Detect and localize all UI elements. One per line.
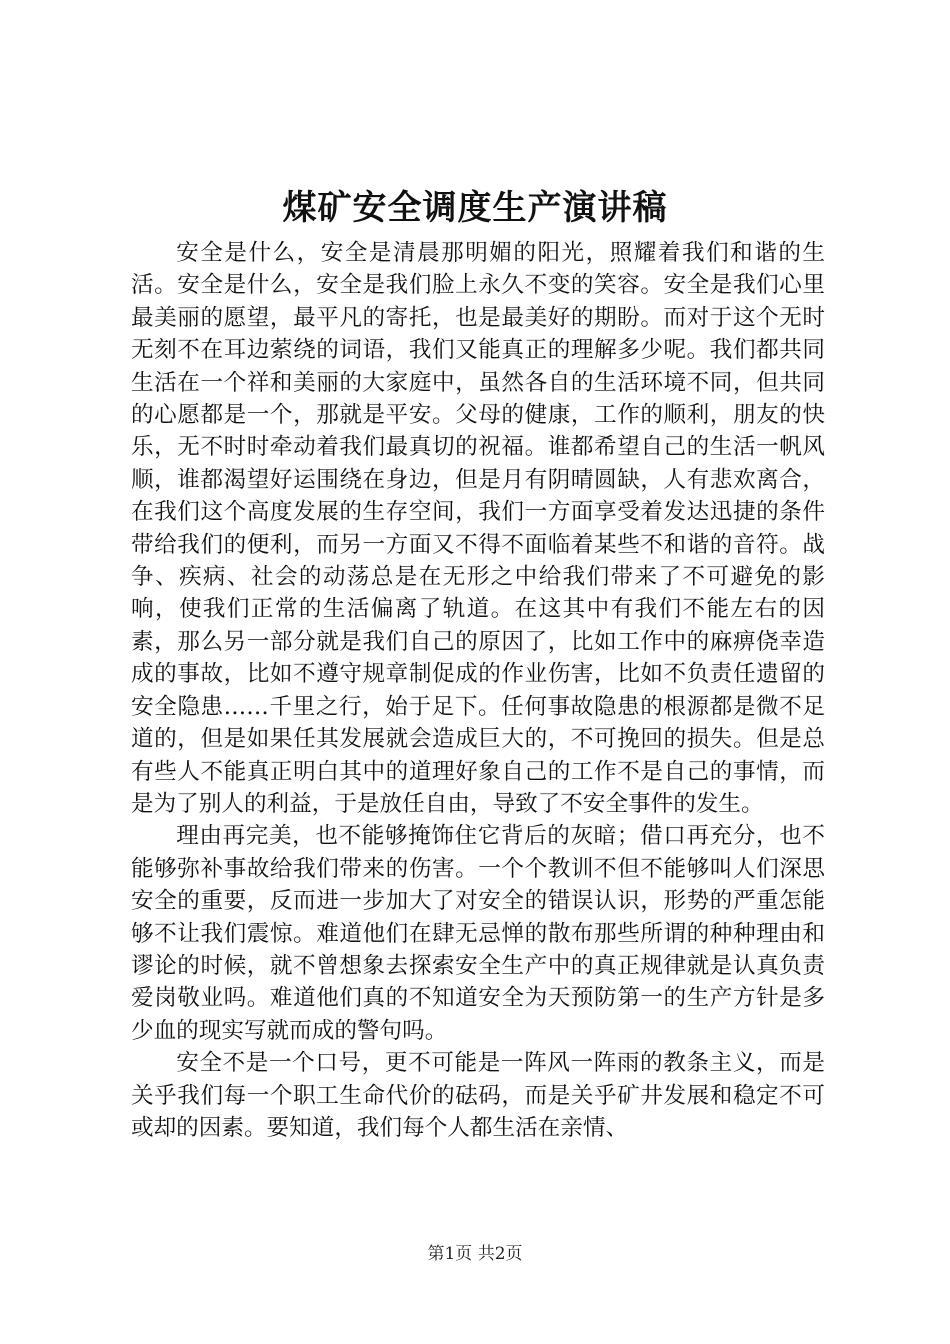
- page-footer: 第1页 共2页: [427, 1244, 523, 1264]
- document-body: [131, 237, 825, 1144]
- paragraph-1: 安全是什么，安全是清晨那明媚的阳光，照耀着我们和谐的生活。安全是什么，安全是我们脸上永久不变的笑容。安全是我们心里最美丽的愿望，最平凡的寄托，也是最美好的期盼。而对于这个无时无刻不在耳边萦绕的词语，我们又能真正的理解多少呢。我们都共同生活在一个祥和美丽的大家庭中，虽然各自的生活环境不同，但共同的心愿都是一个，那就是平安。父母的健康，工作的顺利，朋友的快乐，无不时时牵动着我们最真切的祝福。谁都希望自己的生活一帆风顺，谁都渴望好运围绕在身边，但是月有阴晴圆缺，人有悲欢离合，在我们这个高度发展的生存空间，我们一方面享受着发达迅捷的条件带给我们的便利，而另一方面又不得不面临着某些不和谐的音符。战争、疾病、社会的动荡总是在无形之中给我们带来了不可避免的影响，使我们正常的生活偏离了轨道。在这其中有我们不能左右的因素，那么另一部分就是我们自己的原因了，比如工作中的麻痹侥幸造成的事故，比如不遵守规章制促成的作业伤害，比如不负责任遗留的安全隐患……千里之行，始于足下。任何事故隐患的根源都是微不足道的，但是如果任其发展就会造成巨大的，不可挽回的损失。但是总有些人不能真正明白其中的道理好象自己的工作不是自己的事情，而是为了别人的利益，于是放任自由，导致了不安全事件的发生。: [131, 240, 825, 817]
- paragraph-2: 理由再完美，也不能够掩饰住它背后的灰暗；借口再充分，也不能够弥补事故给我们带来的伤害。一个个教训不但不能够叫人们深思安全的重要，反而进一步加大了对安全的错误认识，形势的严重怎能够不让我们震惊。难道他们在肆无忌惮的散布那些所谓的种种理由和谬论的时候，就不曾想象去探索安全生产中的真正规律就是认真负责爱岗敬业吗。难道他们真的不知道安全为天预防第一的生产方针是多少血的现实写就而成的警句吗。: [131, 823, 825, 1044]
- paragraph-3: 安全不是一个口号，更不可能是一阵风一阵雨的教条主义，而是关乎我们每一个职工生命代价的砝码，而是关乎矿井发展和稳定不可或却的因素。要知道，我们每个人都生活在亲情、: [131, 1050, 825, 1141]
- document-title: 煤矿安全调度生产演讲稿: [282, 188, 668, 228]
